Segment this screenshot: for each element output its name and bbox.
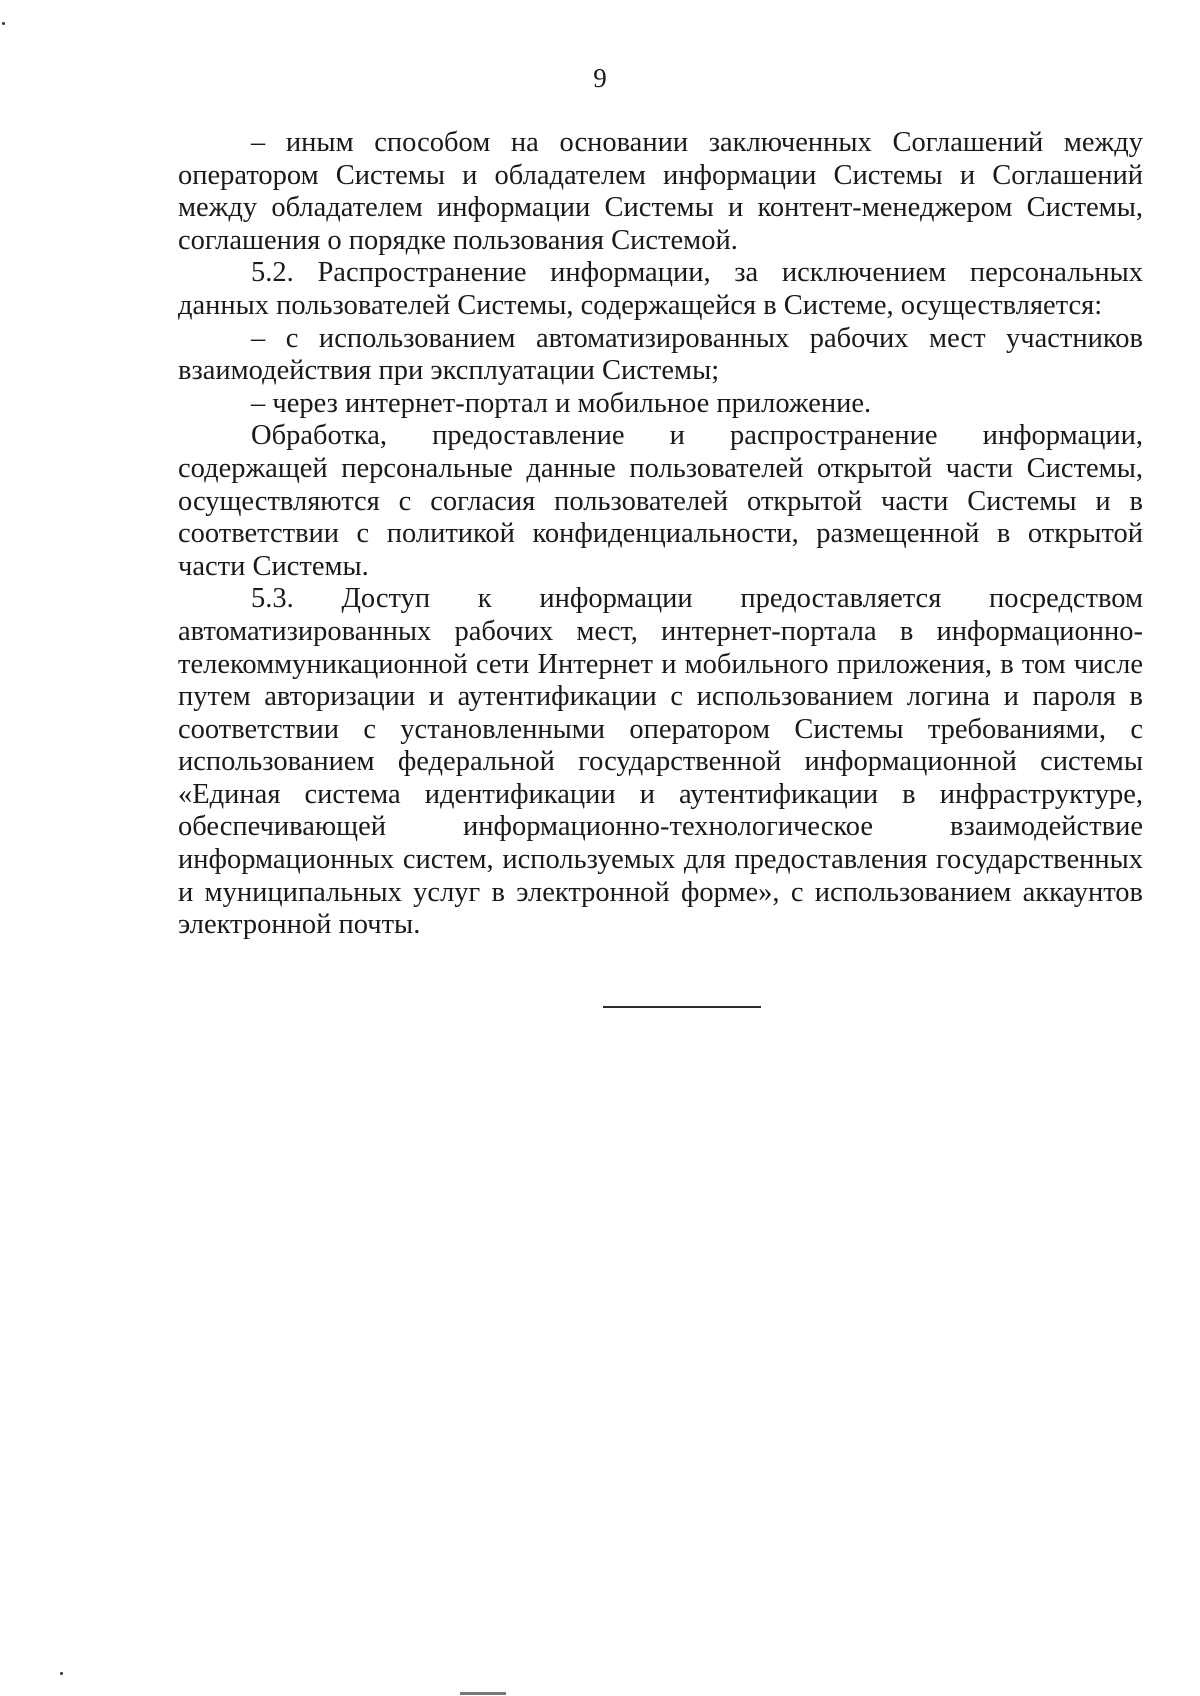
page-number: 9 [593,63,607,93]
paragraph-5-3: 5.3. Доступ к информации предоставляется посредством автоматизированных рабочих мест, интернет-портала в информационно-телекоммуникационной сети Интернет и мобильного приложения, в том числе путем авторизации и аутентификации с использованием логина и пароля в соответствии с установленными оператором Системы требованиями, с использованием федеральной государственной информационной системы «Единая система идентификации и аутентификации в инфраструктуре, обеспечивающей информационно-технологическое взаимодействие информационных систем, используемых для предоставления государственных и муниципальных услуг в электронной форме», с использованием аккаунтов электронной почты. [178,583,1143,941]
paragraph-5-2: 5.2. Распространение информации, за исключением персональных данных пользователей Системы, содержащейся в Системе, осуществляется: [178,257,1143,321]
document-body [178,127,1143,942]
end-of-text-rule [603,1006,761,1008]
paragraph-workstations: – с использованием автоматизированных рабочих мест участников взаимодействия при эксплуатации Системы; [178,322,1143,387]
scan-speck [2,22,5,25]
scan-speck [60,1672,63,1675]
paragraph-portal-app: – через интернет-портал и мобильное приложение. [251,387,872,419]
scan-edge-mark [460,1692,506,1695]
paragraph-personal-data: Обработка, предоставление и распространение информации, содержащей персональные данные пользователей открытой части Системы, осуществляются с согласия пользователей открытой части Системы и в соответствии с политикой конфиденциальности, размещенной в открытой части Системы. [178,420,1143,582]
paragraph-other-method: – иным способом на основании заключенных Соглашений между оператором Системы и обладателем информации Системы и Соглашений между обладателем информации Системы и контент-менеджером Системы, соглашения о порядке пользования Системой. [178,127,1143,256]
